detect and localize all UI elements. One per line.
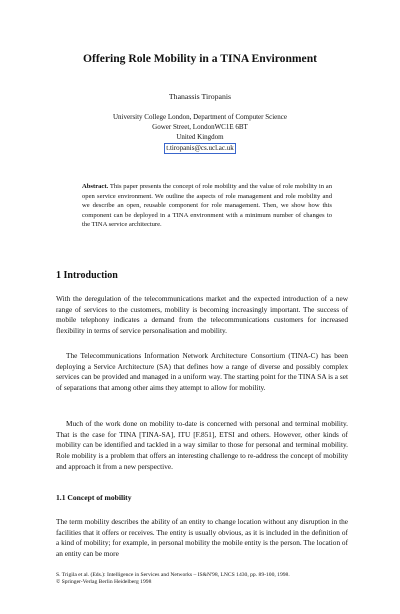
footer-citation: [56, 572, 290, 587]
affiliation-line: United Kingdom: [176, 133, 224, 142]
paragraph: Much of the work done on mobility to-date is concerned with personal and terminal mobility. That is the case for TINA [TINA-SA], ITU [F.851], ETSI and others. However, other kinds of mobility can be identified and tackled in a way similar to those for personal and terminal mobility. Role mobility is a problem that offers an interesting challenge to re-address the concept of mobility and approach it from a new perspective.: [56, 419, 348, 471]
author-name: Thanassis Tiropanis: [168, 92, 232, 101]
section-heading-introduction: 1 Introduction: [56, 270, 118, 281]
paragraph: The term mobility describes the ability of an entity to change location without any disruption in the facilities that it offers or receives. The entity is usually obvious, as it is included in the definition of a kind of mobility; for example, in personal mobility the mobile entity is the person. The location of an entity can be more: [56, 517, 348, 559]
abstract: [82, 182, 332, 230]
footer-line: S. Trigila et al. (Eds.): Intelligence in Services and Networks – IS&N'98, LNCS 1430, pp. 89-100, 1998.: [56, 572, 290, 578]
subsection-heading-concept-of-mobility: 1.1 Concept of mobility: [56, 493, 132, 502]
affiliation-line: Gower Street, LondonWC1E 6BT: [152, 123, 248, 132]
paragraph: The Telecommunications Information Network Architecture Consortium (TINA-C) has been deploying a Service Architecture (SA) that defines how a range of diverse and possibly complex services can be provided and managed in a uniform way. The starting point for the TINA SA is a set of separations that among other aims they attempt to allow for mobility.: [56, 351, 348, 393]
paper-title: Offering Role Mobility in a TINA Environment: [82, 52, 318, 65]
paragraph: With the deregulation of the telecommunications market and the expected introduction of a new range of services to the customers, mobility is becoming increasingly important. The success of mobile telephony indicates a demand from the telecommunications customers for increased flexibility in terms of service personalisation and mobility.: [56, 294, 348, 336]
abstract-text: This paper presents the concept of role mobility and the value of role mobility in an open service environment. We outline the aspects of role management and role mobility and we describe an open, reusable component for role management. Then, we show how this component can be deployed in a TINA environment with a minimum number of changes to the TINA service architecture.: [82, 183, 332, 229]
affiliation-block: [0, 112, 400, 154]
footer-line: © Springer-Verlag Berlin Heidelberg 1998: [56, 579, 152, 586]
affiliation-line: University College London, Department of Computer Science: [113, 113, 287, 121]
abstract-label: Abstract.: [82, 183, 109, 190]
email-link[interactable]: t.tiropanis@cs.ucl.ac.uk: [166, 143, 234, 152]
